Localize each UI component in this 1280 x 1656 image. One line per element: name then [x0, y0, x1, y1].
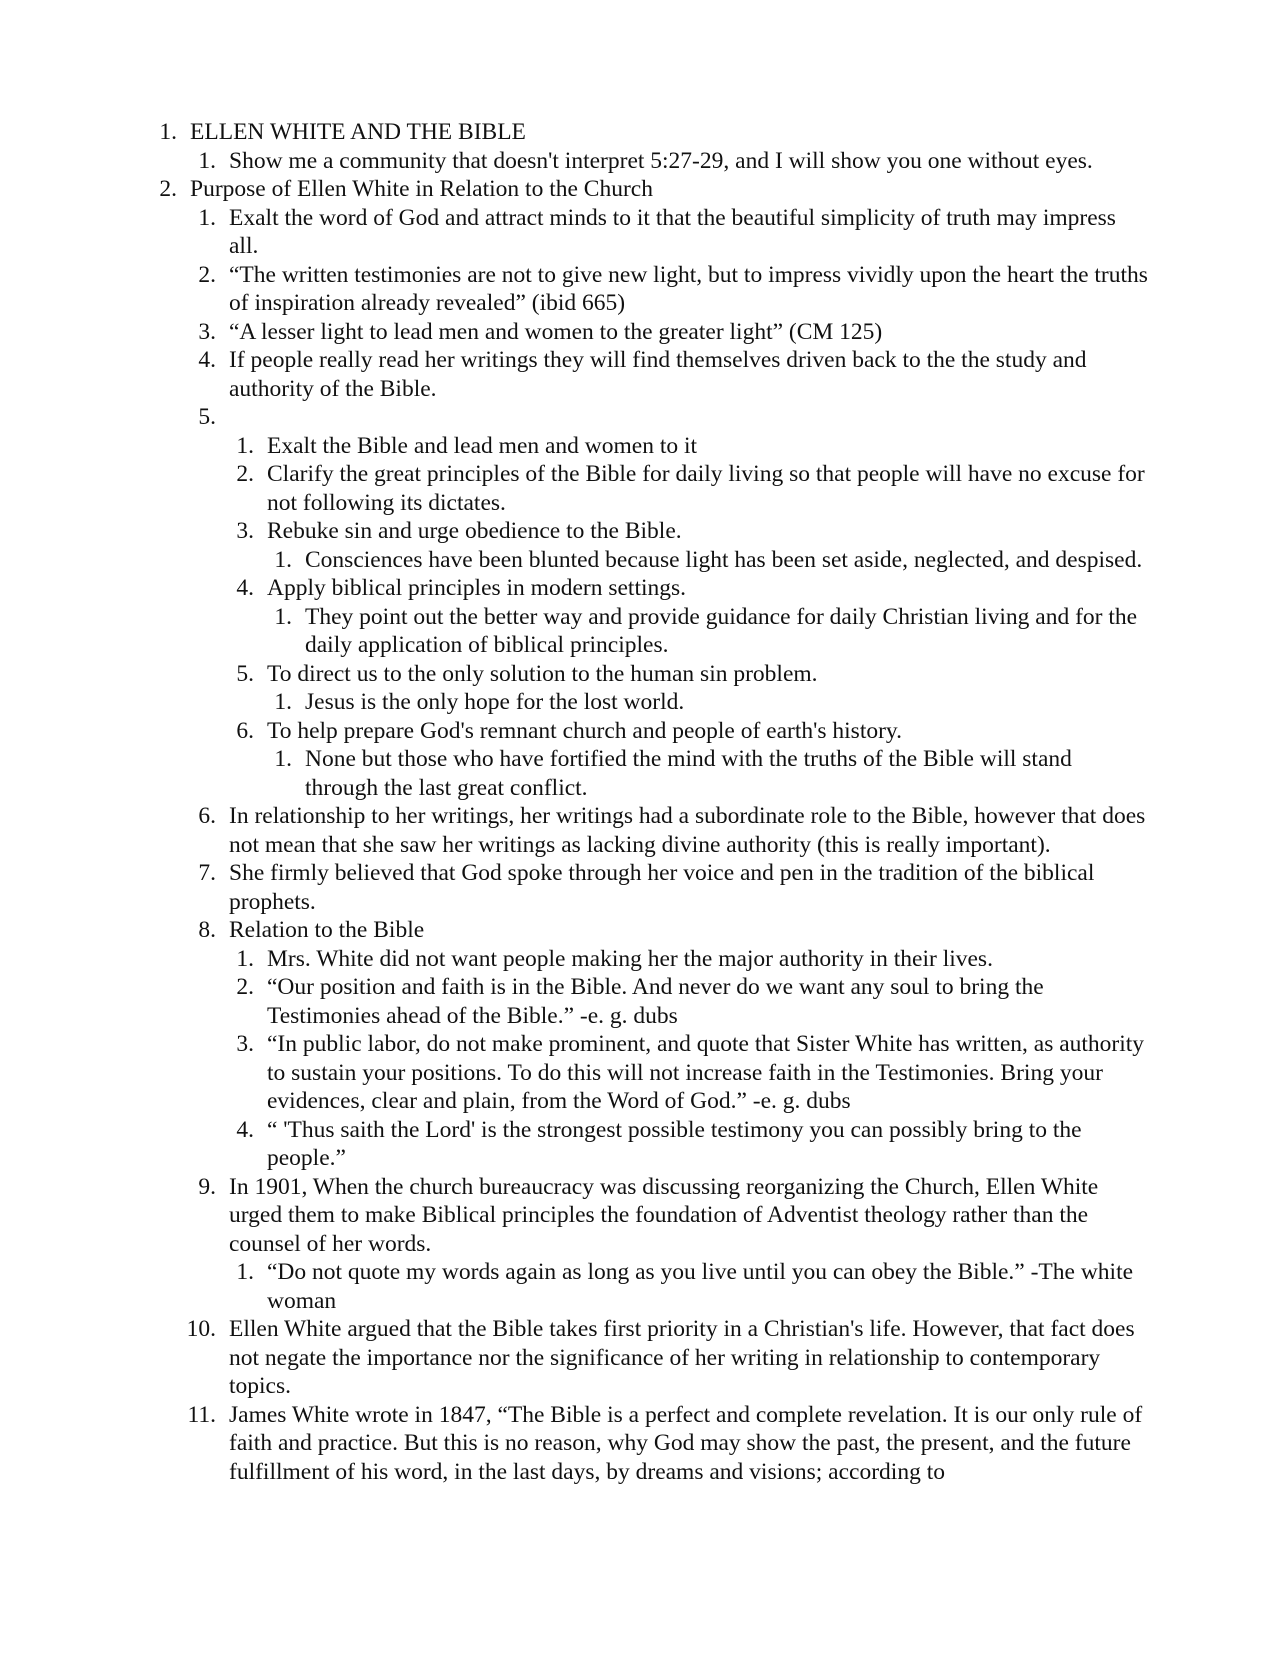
outline-list — [0, 118, 1280, 1486]
item-text: In relationship to her writings, her writings had a subordinate role to the Bible, however that does not mean that she saw her writings as lacking divine authority (this is really important). — [229, 803, 1146, 858]
outline-item — [0, 204, 1150, 261]
item-number: 3. — [236, 1031, 254, 1057]
item-text: Apply biblical principles in modern settings. — [267, 575, 687, 601]
item-number: 10. — [186, 1316, 216, 1342]
item-number: 6. — [236, 717, 254, 744]
item-text: Exalt the word of God and attract minds to it that the beautiful simplicity of truth may impress all. — [229, 204, 1116, 259]
outline-item — [0, 147, 1150, 176]
outline-item — [0, 118, 1150, 147]
item-number: 1. — [236, 432, 254, 459]
item-number: 1. — [274, 746, 292, 772]
item-number: 9. — [198, 1173, 216, 1200]
item-number: 1. — [198, 147, 216, 174]
item-number: 1. — [274, 689, 292, 715]
item-text: To direct us to the only solution to the human sin problem. — [267, 660, 818, 687]
outline-item — [0, 859, 1150, 916]
item-text: ELLEN WHITE AND THE BIBLE — [190, 119, 526, 145]
outline-item — [0, 660, 1150, 689]
outline-item — [0, 574, 1150, 603]
item-number: 6. — [198, 803, 216, 829]
item-number: 2. — [159, 176, 177, 202]
item-text: In 1901, When the church bureaucracy was discussing reorganizing the Church, Ellen White urged them to make Biblical principles the foundation of Adventist theology rather than the counsel of her words. — [229, 1173, 1099, 1257]
outline-item — [0, 1116, 1150, 1173]
item-number: 1. — [274, 546, 292, 573]
item-text: “Do not quote my words again as long as you live until you can obey the Bible.” -The white woman — [267, 1259, 1134, 1314]
item-number: 1. — [159, 119, 177, 145]
item-number: 8. — [198, 917, 216, 943]
outline-item — [0, 517, 1150, 546]
item-number: 1. — [236, 945, 254, 972]
outline-item — [0, 175, 1150, 204]
outline-item — [0, 318, 1150, 347]
outline-item — [0, 603, 1150, 660]
item-number: 2. — [198, 261, 216, 288]
item-text: “Our position and faith is in the Bible. And never do we want any soul to bring the Testimonies ahead of the Bible.” -e. g. dubs — [267, 974, 1044, 1029]
item-number: 1. — [198, 204, 216, 231]
item-text: They point out the better way and provide guidance for daily Christian living and for the daily application of biblical principles. — [305, 603, 1138, 658]
outline-item — [0, 717, 1150, 746]
item-text: Show me a community that doesn't interpret 5:27-29, and I will show you one without eyes. — [229, 147, 1093, 174]
item-number: 7. — [198, 860, 216, 886]
item-number: 1. — [274, 603, 292, 630]
item-text: Clarify the great principles of the Bible for daily living so that people will have no excuse for not following its dictates. — [267, 461, 1145, 516]
item-text: To help prepare God's remnant church and people of earth's history. — [267, 717, 903, 744]
item-text — [229, 403, 1150, 432]
outline-item — [0, 1315, 1150, 1401]
item-text: Rebuke sin and urge obedience to the Bible. — [267, 518, 682, 544]
item-text: If people really read her writings they will find themselves driven back to the the study and authority of the Bible. — [229, 347, 1087, 402]
outline-item — [0, 945, 1150, 974]
item-number: 4. — [198, 347, 216, 373]
outline-item — [0, 432, 1150, 461]
item-number: 3. — [236, 518, 254, 544]
item-number: 5. — [198, 404, 216, 430]
outline-item — [0, 1401, 1150, 1487]
item-text: Exalt the Bible and lead men and women to it — [267, 432, 698, 459]
item-text: “In public labor, do not make prominent, and quote that Sister White has written, as authority to sustain your positions. To do this will not increase faith in the Testimonies. Bring your evidences, clear and plain, from the Word of God.” -e. g. dubs — [267, 1031, 1145, 1114]
outline-item — [0, 261, 1150, 318]
item-number: 4. — [236, 1116, 254, 1143]
outline-item — [0, 916, 1150, 945]
outline-item — [0, 1030, 1150, 1116]
item-text: James White wrote in 1847, “The Bible is a perfect and complete revelation. It is our only rule of faith and practice. But this is no reason, why God may show the past, the present, and the future fulfillment of his word, in the last days, by dreams and visions; according to — [229, 1401, 1143, 1485]
outline-item — [0, 973, 1150, 1030]
item-text: Mrs. White did not want people making her the major authority in their lives. — [267, 945, 993, 972]
item-number: 2. — [236, 974, 254, 1000]
item-text: “ 'Thus saith the Lord' is the strongest possible testimony you can possibly bring to the people.” — [267, 1116, 1082, 1171]
item-text: Relation to the Bible — [229, 917, 425, 943]
outline-item — [0, 346, 1150, 403]
outline-item — [0, 403, 1150, 432]
item-number: 4. — [236, 575, 254, 601]
item-text: Ellen White argued that the Bible takes first priority in a Christian's life. However, that fact does not negate the importance nor the significance of her writing in relationship to contemporary topics. — [229, 1316, 1135, 1399]
item-text: Jesus is the only hope for the lost world. — [305, 689, 685, 715]
outline-item — [0, 546, 1150, 575]
item-number: 3. — [198, 318, 216, 345]
item-text: “The written testimonies are not to give new light, but to impress vividly upon the heart the truths of inspiration already revealed” (ibid 665) — [229, 261, 1148, 316]
item-number: 2. — [236, 461, 254, 487]
outline-item — [0, 1258, 1150, 1315]
outline-item — [0, 745, 1150, 802]
item-text: Consciences have been blunted because light has been set aside, neglected, and despised. — [305, 546, 1143, 573]
item-number: 5. — [236, 660, 254, 687]
item-text: “A lesser light to lead men and women to the greater light” (CM 125) — [229, 318, 883, 345]
item-text: Purpose of Ellen White in Relation to the Church — [190, 176, 653, 202]
outline-item — [0, 688, 1150, 717]
outline-item — [0, 1173, 1150, 1259]
item-number: 11. — [187, 1401, 216, 1428]
item-text: None but those who have fortified the mind with the truths of the Bible will stand through the last great conflict. — [305, 746, 1072, 801]
outline-item — [0, 802, 1150, 859]
item-text: She firmly believed that God spoke through her voice and pen in the tradition of the biblical prophets. — [229, 860, 1095, 915]
outline-item — [0, 460, 1150, 517]
item-number: 1. — [236, 1259, 254, 1285]
